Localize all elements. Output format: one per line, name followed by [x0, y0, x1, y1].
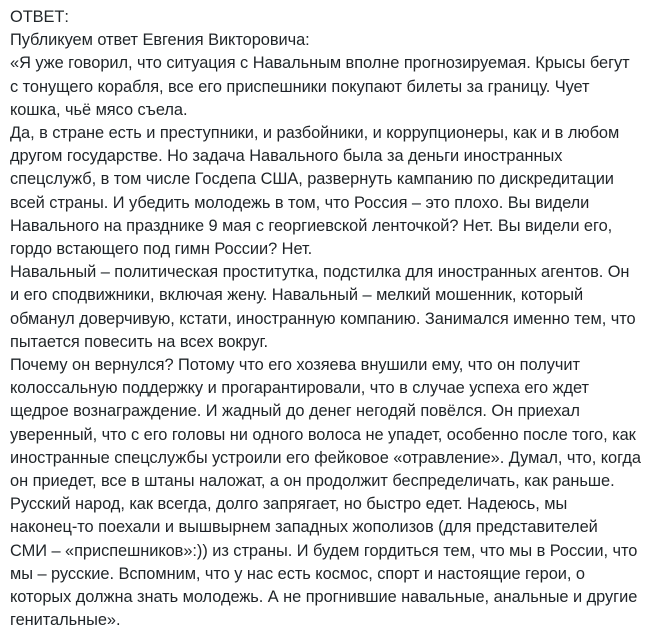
quote-paragraph-2: Да, в стране есть и преступники, и разбойники, и коррупционеры, как и в любом другом государстве. Но задача Навального была за деньги иностранных спецслужб, в том числе Госдепа США, развернуть кампанию по дискредитации всей страны. И убедить молодежь в том, что Россия – это плохо. Вы видели Навального на празднике 9 мая с георгиевской ленточкой? Нет. Вы видели его, гордо встающего под гимн России? Нет.: [10, 124, 620, 259]
quote-paragraph-1: «Я уже говорил, что ситуация с Навальным вполне прогнозируемая. Крысы бегут с тонущего корабля, все его приспешники покупают билеты за границу. Чует кошка, чьё мясо съела.: [10, 54, 630, 119]
post-intro: Публикуем ответ Евгения Викторовича:: [10, 31, 310, 50]
quote-paragraph-5: Русский народ, как всегда, долго запрягает, но быстро едет. Надеюсь, мы наконец-то поехали и вышвырнем западных жополизов (для представителей СМИ – «приспешников»:)) из страны. И будем гордиться тем, что мы в России, что мы – русские. Вспомним, что у нас есть космос, спорт и настоящие герои, о которых должна знать молодежь. А не прогнившие навальные, анальные и другие генитальные».: [10, 495, 638, 630]
post-header: ОТВЕТ:: [10, 8, 69, 26]
quote-paragraph-4: Почему он вернулся? Потому что его хозяева внушили ему, что он получит колоссальную поддержку и прогарантировали, что в случае успеха его ждет щедрое вознаграждение. И жадный до денег негодяй повёлся. Он приехал уверенный, что с его головы ни одного волоса не упадет, особенно после того, как иностранные спецслужбы устроили его фейковое «отравление». Думал, что, когда он приедет, все в штаны наложат, а он продолжит беспределичать, как раньше.: [10, 356, 641, 491]
quote-paragraph-3: Навальный – политическая проститутка, подстилка для иностранных агентов. Он и его сподвижники, включая жену. Навальный – мелкий мошенник, который обманул доверчивую, кстати, иностранную компанию. Занимался именно тем, что пытается повесить на всех вокруг.: [10, 263, 636, 351]
